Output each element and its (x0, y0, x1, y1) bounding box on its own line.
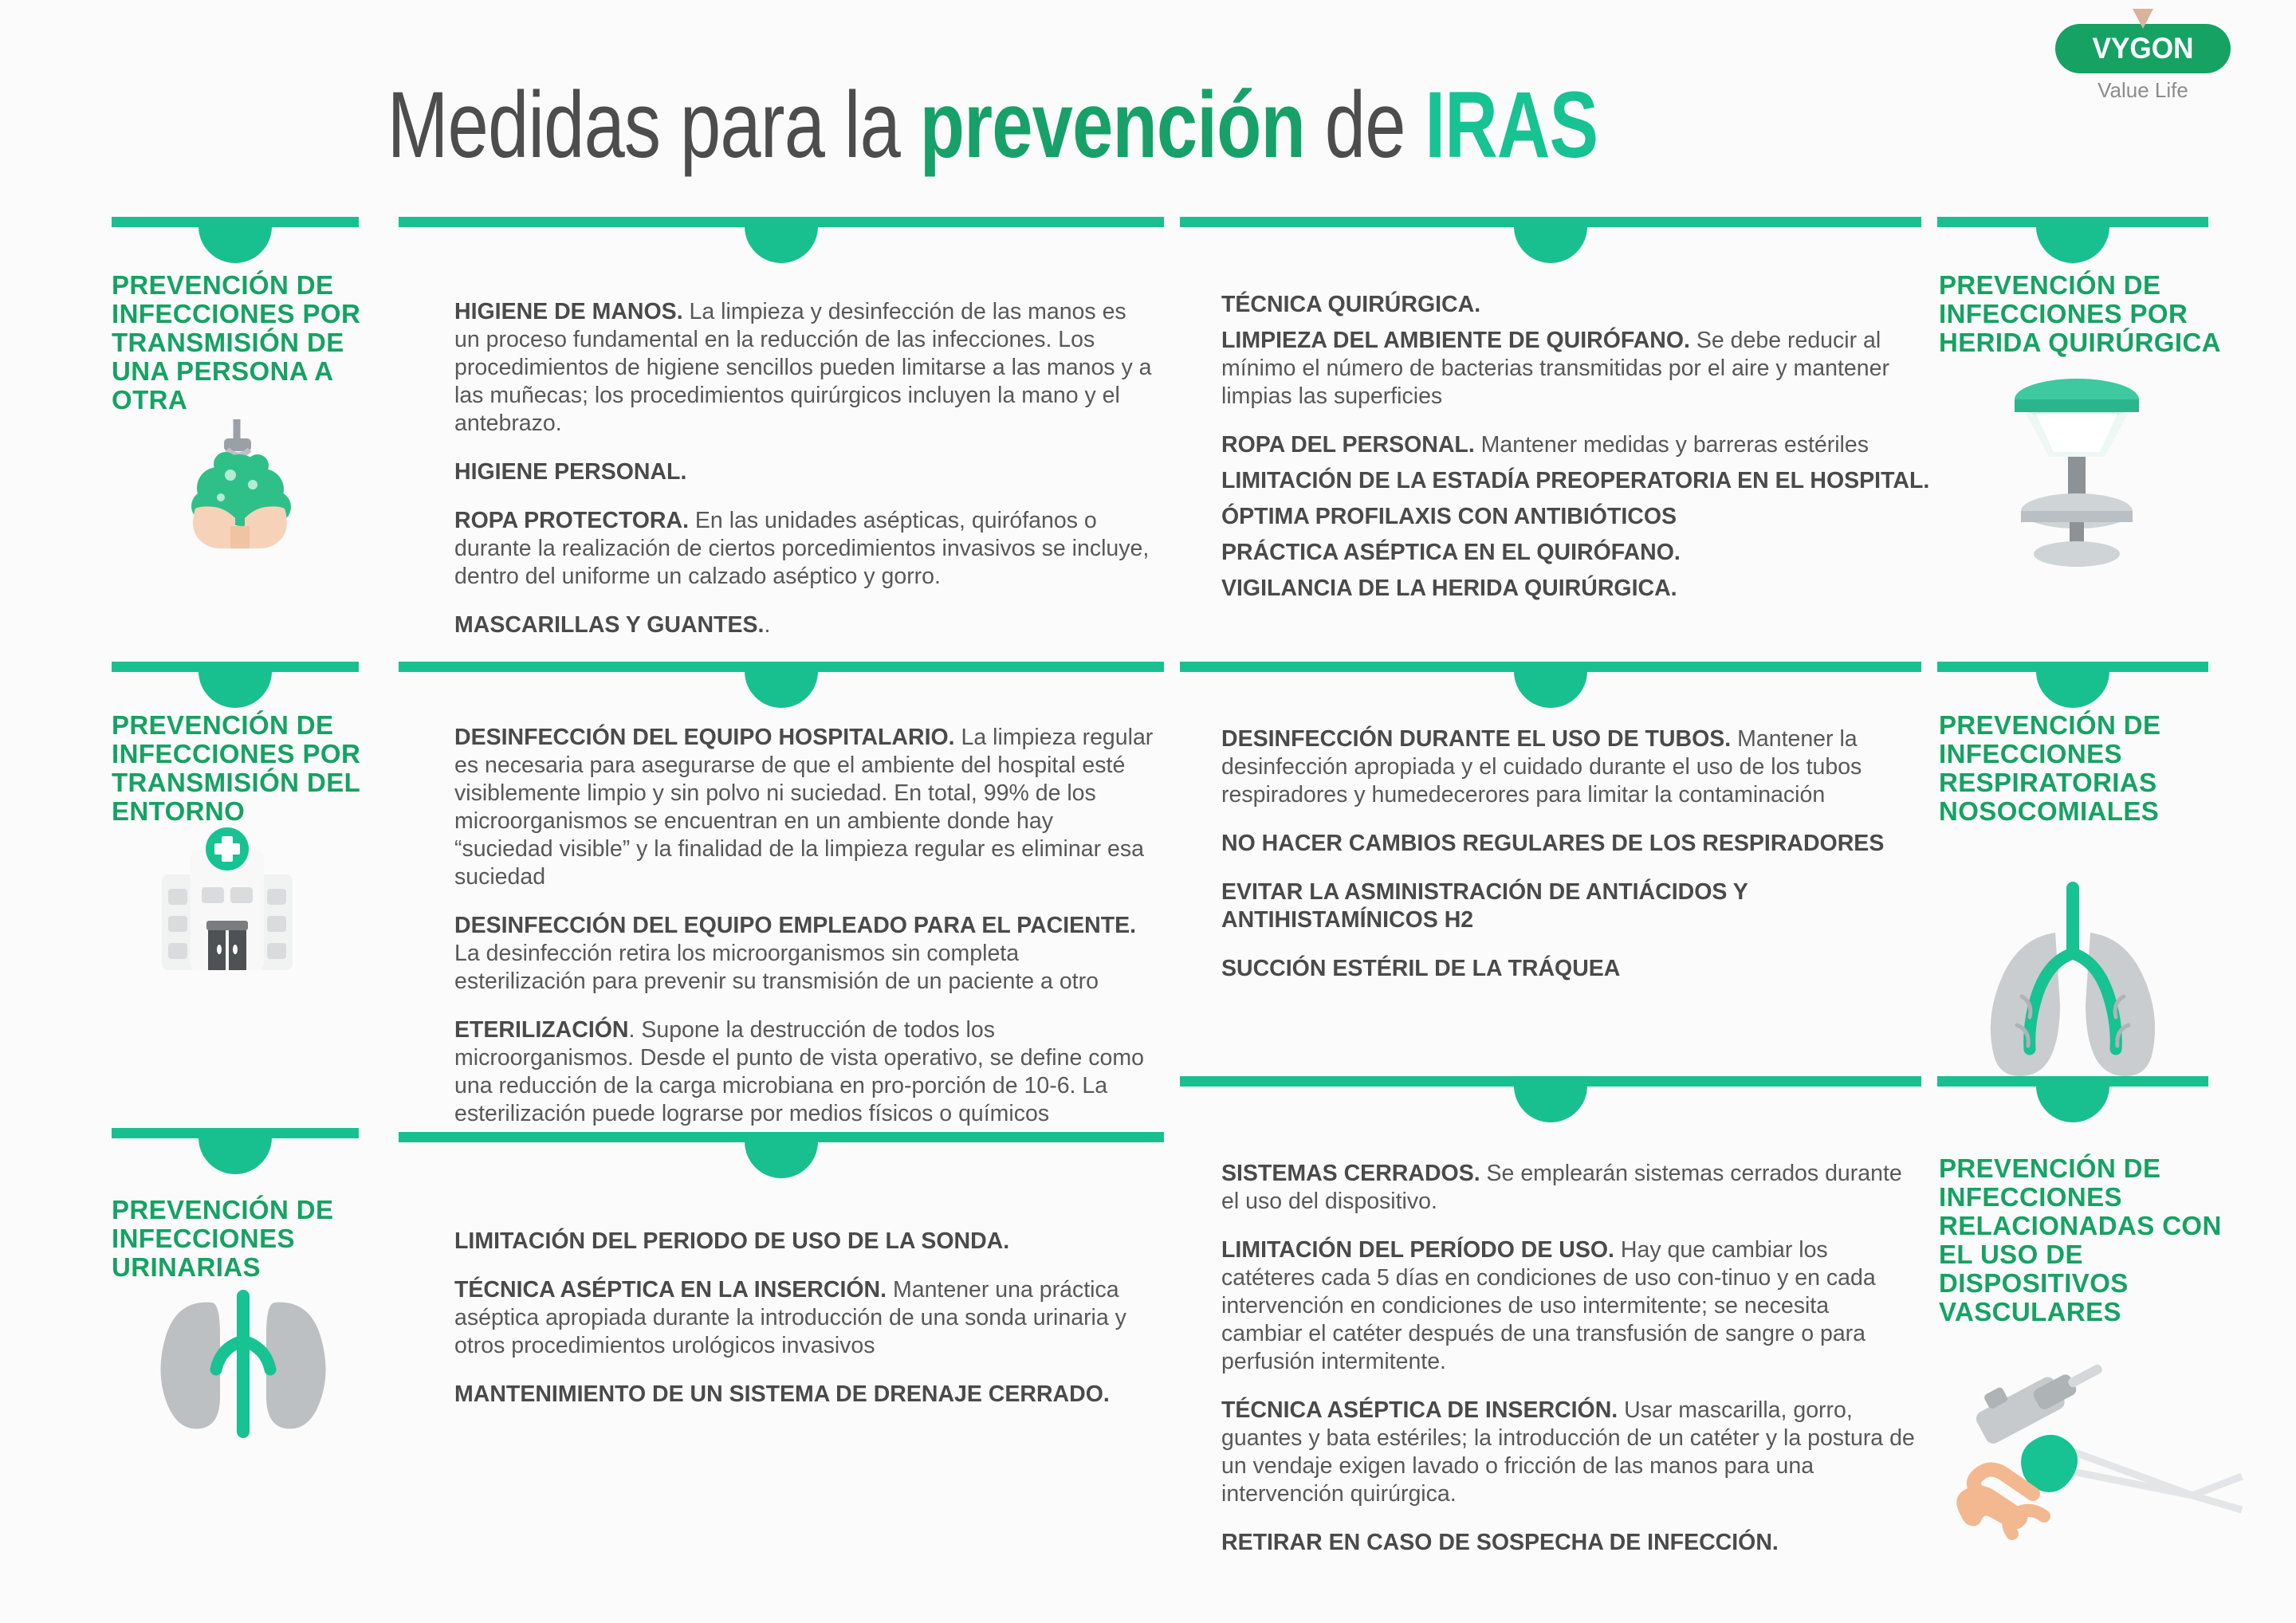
content-urinarias (454, 1228, 1156, 1409)
vygon-logo (2039, 24, 2247, 103)
paragraph-lead: DESINFECCIÓN DEL EQUIPO EMPLEADO PARA EL PACIENTE. (454, 913, 1137, 938)
paragraph-body: Se emplearán sistemas cerrados durante el uso del dispositivo. (1221, 1161, 1902, 1214)
paragraph (1221, 1236, 1915, 1376)
paragraph-lead: DESINFECCIÓN DURANTE EL USO DE TUBOS. (1221, 726, 1732, 752)
title-part-iras: IRAS (1425, 73, 1598, 178)
content-transmision-entorno (454, 724, 1156, 1128)
tab-bar-notch (745, 226, 818, 263)
paragraph-body: La limpieza y desinfección de las manos es un proceso fundamental en la reducción de las infecciones. Los procedimientos de higiene sencillos pueden limitarse a las manos y a las muñecas; los procedimientos quirúrgicos incluyen la mano y el antebrazo. (454, 299, 1152, 436)
tab-bar-notch (2036, 226, 2109, 263)
paragraph (1221, 1160, 1915, 1216)
paragraph (1221, 431, 1931, 459)
content-transmision-persona (454, 298, 1152, 639)
paragraph-body: Hay que cambiar los catéteres cada 5 días en condiciones de uso con-tinuo y en cada intervención en condiciones de uso intermitente; se necesita cambiar el catéter después de una transfusión de sangre o para perfusión intermitente. (1221, 1237, 1876, 1374)
paragraph-body: Usar mascarilla, gorro, guantes y bata estériles; la introducción de un catéter y la postura de un vendaje exigen lavado o fricción de las manos para una intervención quirúrgica. (1221, 1397, 1915, 1507)
tab-bar-dispositivos-vasculares (1937, 1076, 2208, 1124)
paragraph (1221, 830, 1907, 858)
section-heading-dispositivos-vasculares: PREVENCIÓN DE INFECCIONES RELACIONADAS CON EL USO DE DISPOSITIVOS VASCULARES (1939, 1153, 2222, 1326)
paragraph-lead: ÓPTIMA PROFILAXIS CON ANTIBIÓTICOS (1221, 504, 1677, 529)
paragraph (1221, 575, 1931, 603)
paragraph (454, 912, 1156, 996)
paragraph (1221, 327, 1931, 411)
tab-bar-row2-colA (399, 662, 1164, 709)
paragraph-lead: VIGILANCIA DE LA HERIDA QUIRÚRGICA. (1221, 576, 1677, 601)
tab-bar-row3-colB (1180, 1076, 1921, 1124)
paragraph-body: La limpieza regular es necesaria para asegurarse de que el ambiente del hospital esté visiblemente limpio y sin polvo ni suciedad. En total, 99% de los microorganismos se encuentran en un ambiente donde hay “suciedad visible” y la finalidad de la limpieza regular es eliminar esa suciedad (454, 725, 1154, 890)
paragraph-lead: ROPA DEL PERSONAL. (1221, 432, 1475, 458)
paragraph-body: Mantener la desinfección apropiada y el cuidado durante el uso de los tubos respiradores y humedecerores para limitar la contaminación (1221, 726, 1862, 808)
handwashing-icon (147, 415, 331, 558)
tab-bar-notch (199, 1138, 272, 1174)
paragraph-lead: SUCCIÓN ESTÉRIL DE LA TRÁQUEA (1221, 956, 1621, 981)
paragraph-lead: RETIRAR EN CASO DE SOSPECHA DE INFECCIÓN. (1221, 1530, 1779, 1555)
paragraph (454, 1228, 1156, 1256)
tab-bar-row3-colA (399, 1132, 1164, 1180)
paragraph-lead: HIGIENE PERSONAL. (454, 459, 687, 485)
tab-bar-notch (199, 226, 272, 263)
logo-tagline: Value Life (2097, 78, 2188, 102)
tab-bar-transmision-persona (112, 217, 359, 265)
paragraph-body: En las unidades asépticas, quirófanos o durante la realización de ciertos porcedimientos invasivos se incluye, dentro del uniforme un calzado aséptico y gorro. (454, 508, 1150, 589)
tab-bar-respiratorias (1937, 662, 2208, 709)
paragraph (1221, 1529, 1915, 1557)
paragraph-lead: TÉCNICA ASÉPTICA DE INSERCIÓN. (1221, 1397, 1618, 1423)
section-heading-transmision-persona: PREVENCIÓN DE INFECCIONES POR TRANSMISIÓN DE UNA PERSONA A OTRA (112, 270, 361, 415)
paragraph (1221, 503, 1931, 531)
paragraph-body: . Supone la destrucción de todos los microorganismos. Desde el punto de vista operativo, se define como una reducción de la carga microbiana en pro-porción de 10-6. La esterilización puede lograrse por medios físicos o químicos (454, 1017, 1144, 1126)
tab-bar-urinarias (112, 1128, 359, 1176)
tab-bar-notch (1514, 1086, 1587, 1122)
paragraph-lead: LIMITACIÓN DEL PERIODO DE USO DE LA SONDA. (454, 1228, 1010, 1254)
paragraph-lead: PRÁCTICA ASÉPTICA EN EL QUIRÓFANO. (1221, 540, 1681, 565)
paragraph-body: . (764, 612, 771, 638)
paragraph-body: La desinfección retira los microorganismos sin completa esterilización para prevenir su transmisión de un paciente a otro (454, 941, 1099, 994)
page-header (0, 0, 2296, 199)
tab-bar-notch (2036, 1086, 2109, 1122)
paragraph (454, 611, 1152, 639)
paragraph (454, 458, 1152, 486)
section-heading-urinarias: PREVENCIÓN DE INFECCIONES URINARIAS (112, 1195, 334, 1282)
section-heading-transmision-entorno: PREVENCIÓN DE INFECCIONES POR TRANSMISIÓN DEL ENTORNO (112, 710, 361, 826)
paragraph-lead: MANTENIMIENTO DE UN SISTEMA DE DRENAJE CERRADO. (454, 1381, 1110, 1407)
paragraph-lead: MASCARILLAS Y GUANTES. (454, 612, 765, 638)
paragraph-lead: NO HACER CAMBIOS REGULARES DE LOS RESPIRADORES (1221, 831, 1885, 856)
paragraph (1221, 291, 1931, 319)
tab-bar-notch (1514, 671, 1587, 708)
paragraph (454, 298, 1152, 438)
paragraph-lead: LIMITACIÓN DE LA ESTADÍA PREOPERATORIA EN EL HOSPITAL. (1221, 468, 1930, 493)
paragraph-lead: LIMPIEZA DEL AMBIENTE DE QUIRÓFANO. (1221, 328, 1690, 353)
content-herida-quirurgica (1221, 291, 1931, 603)
paragraph-lead: LIMITACIÓN DEL PERÍODO DE USO. (1221, 1237, 1614, 1263)
tab-bar-notch (745, 1142, 818, 1178)
paragraph-lead: SISTEMAS CERRADOS. (1221, 1161, 1480, 1186)
paragraph-lead: ROPA PROTECTORA. (454, 508, 689, 533)
paragraph-lead: ETERILIZACIÓN (454, 1017, 629, 1043)
paragraph (1221, 955, 1907, 983)
paragraph-lead: DESINFECCIÓN DEL EQUIPO HOSPITALARIO. (454, 725, 955, 750)
paragraph (454, 507, 1152, 591)
paragraph (454, 724, 1156, 891)
content-respiratorias (1221, 725, 1907, 983)
page-title (218, 73, 1767, 178)
paragraph (1221, 467, 1931, 495)
tab-bar-herida-quirurgica (1937, 217, 2208, 265)
paragraph (1221, 725, 1907, 809)
logo-pill (2055, 24, 2231, 73)
paragraph (454, 1276, 1156, 1360)
title-part-3: de (1305, 73, 1425, 178)
paragraph (1221, 539, 1931, 567)
tab-bar-notch (2036, 671, 2109, 708)
logo-wordmark: VYGON (2092, 32, 2194, 65)
hospital-building-icon (155, 825, 299, 984)
kidneys-icon (144, 1275, 343, 1451)
paragraph-lead: EVITAR LA ASMINISTRACIÓN DE ANTIÁCIDOS Y ANTIHISTAMÍNICOS H2 (1221, 879, 1748, 933)
paragraph-lead: TÉCNICA QUIRÚRGICA. (1221, 292, 1481, 317)
paragraph-lead: TÉCNICA ASÉPTICA EN LA INSERCIÓN. (454, 1277, 887, 1303)
tab-bar-notch (745, 671, 818, 708)
paragraph-body: Se debe reducir al mínimo el número de bacterias transmitidas por el aire y mantener limpias las superficies (1221, 328, 1889, 409)
lungs-icon (1953, 877, 2192, 1084)
section-heading-herida-quirurgica: PREVENCIÓN DE INFECCIONES POR HERIDA QUIRÚRGICA (1939, 270, 2221, 357)
tab-bar-notch (1514, 226, 1587, 263)
paragraph-body: Mantener una práctica aséptica apropiada durante la introducción de una sonda urinaria y otros procedimientos urológicos invasivos (454, 1277, 1126, 1358)
title-part-1: Medidas para la (387, 73, 920, 178)
catheter-hand-icon (1929, 1339, 2264, 1562)
surgical-lamp-icon (1969, 363, 2184, 570)
paragraph (454, 1381, 1156, 1409)
paragraph (1221, 878, 1907, 934)
paragraph (1221, 1397, 1915, 1508)
paragraph-lead: HIGIENE DE MANOS. (454, 299, 683, 324)
tab-bar-row2-colB (1180, 662, 1921, 709)
tab-bar-row1-colB (1180, 217, 1921, 265)
tab-bar-row1-colA (399, 217, 1164, 265)
title-part-prevencion: prevención (919, 73, 1306, 178)
content-dispositivos-vasculares (1221, 1160, 1915, 1557)
tab-bar-transmision-entorno (112, 662, 359, 709)
tab-bar-notch (199, 671, 272, 708)
paragraph-body: Mantener medidas y barreras estériles (1474, 432, 1869, 458)
section-heading-respiratorias: PREVENCIÓN DE INFECCIONES RESPIRATORIAS NOSOCOMIALES (1939, 710, 2161, 826)
paragraph (454, 1016, 1156, 1128)
